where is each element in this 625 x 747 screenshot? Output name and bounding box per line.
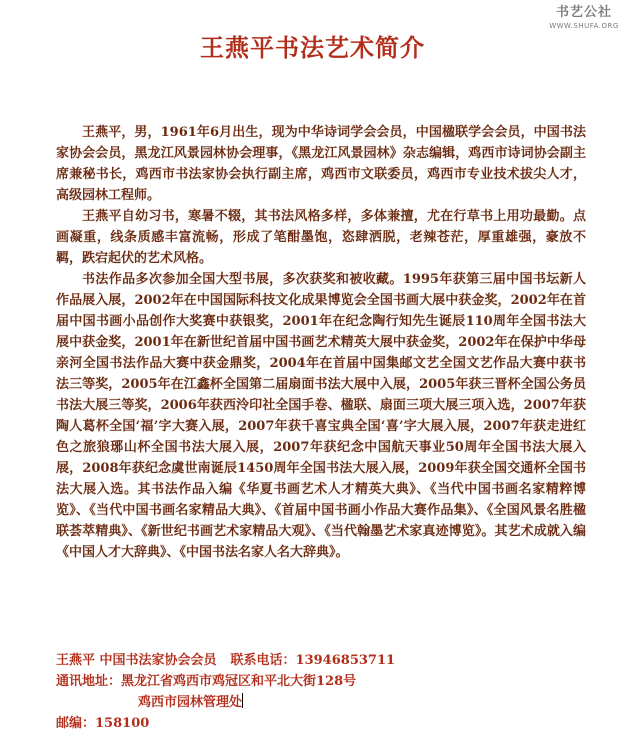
postcode: 158100 [95,716,150,731]
paragraph-awards: 书法作品多次参加全国大型书展，多次获奖和被收藏。1995年获第三届中国书坛新人作品展入展，2002年在中国国际科技文化成果博览会全国书画大展中获金奖，2002年在首届中国书画小品创作大奖赛中获银奖，2001年在纪念陶行知先生诞辰110周年全国书法大展中获金奖，2001年在新世纪首届中国书画艺术精英大展中获金奖，2002年在保护中华母亲河全国书法作品大赛中获金鼎奖，2004年在首届中国集邮文艺全国文艺作品大赛中获书法三等奖，2005年在江鑫杯全国第二届扇面书法大展中入展，2005年获三晋杯全国公务员书法大展三等奖，2006年获西泠印社全国手卷、楹联、扇面三项大展三项入选，2007年获陶人葛杯全国‘福’字大赛入展，2007年获千喜宝典全国‘喜’字大展入展，2007年获走进红色之旅狼琊山杯全国书法大展入展，2007年获纪念中国航天事业50周年全国书法大展入展，2008年获纪念虞世南诞辰1450周年全国书法大展入展，2009年获全国交通杯全国书法大展入选。其书法作品入编《华夏书画艺术人才精英大典》、《当代中国书画名家精粹博览》、《当代中国书画名家精品大典》、《首届中国书画小作品大赛作品集》、《全国风景名胜楹联荟萃精典》、《新世纪书画艺术家精品大观》、《当代翰墨艺术家真迹博览》。其艺术成就入编《中国人才大辞典》、《中国书法名家人名大辞典》。 [56,272,586,560]
contact-name: 王燕平 中国书法家协会会员 [56,653,217,668]
contact-postcode-row [56,713,576,734]
address-line-1: 黑龙江省鸡西市鸡冠区和平北大街128号 [121,674,357,689]
postcode-label: 邮编： [56,716,96,731]
contact-address-row-2 [56,692,576,713]
contact-name-row [56,650,576,671]
watermark-url: WWW.SHUFA.ORG [549,22,619,30]
contact-address-row [56,671,576,692]
contact-block [56,650,576,734]
document-body [56,122,586,563]
phone-label: 联系电话： [230,653,296,668]
paragraph-art-style: 王燕平自幼习书，寒暑不辍，其书法风格多样，多体兼擅，尤在行草书上用功最勤。点画凝重，线条质感丰富流畅，形成了笔酣墨饱，恣肆洒脱，老辣苍茫，厚重雄强，豪放不羁，跌宕起伏的艺术风格。 [56,209,586,266]
phone-number: 13946853711 [295,653,396,668]
address-label: 通讯地址： [56,674,122,689]
paragraph-personal-info: 王燕平，男，1961年6月出生，现为中华诗词学会会员，中国楹联学会会员，中国书法家协会会员，黑龙江风景园林协会理事，《黑龙江风景园林》杂志编辑，鸡西市诗词协会副主席兼秘书长，鸡西市书法家协会执行副主席，鸡西市文联委员，鸡西市专业技术拔尖人才，高级园林工程师。 [56,125,586,203]
address-line-2: 鸡西市园林管理处 [138,695,243,710]
document-title: 王燕平书法艺术简介 [200,33,425,62]
watermark-logo: 书艺公社 [555,5,612,20]
site-watermark [549,4,619,31]
text-cursor [242,693,243,708]
